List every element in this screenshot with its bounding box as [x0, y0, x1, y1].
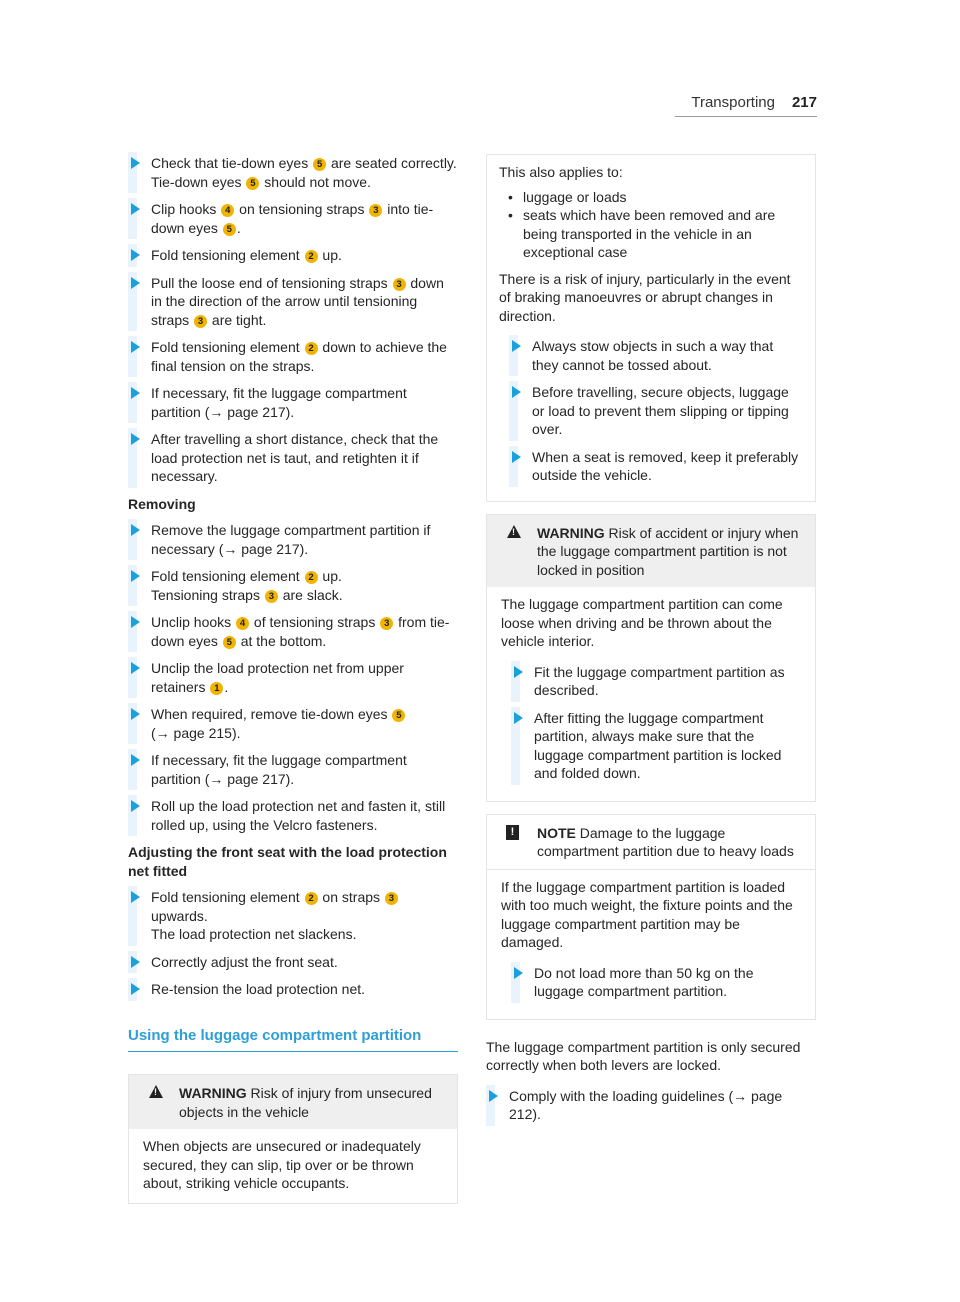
warning-label: WARNING — [179, 1085, 247, 1101]
step — [128, 246, 458, 265]
step — [486, 1087, 816, 1124]
warning-body — [129, 1129, 457, 1203]
callout-number: 5 — [313, 158, 326, 171]
step — [128, 659, 458, 696]
callout-number: 2 — [305, 571, 318, 584]
step-text-segment: Unclip the load protection net from upper retainers — [151, 660, 404, 695]
warning-header — [129, 1075, 457, 1129]
step — [509, 337, 803, 374]
list-item: • seats which have been removed and are being transported in the vehicle in an exceptional case — [499, 206, 803, 262]
step-text-segment: If necessary, fit the luggage compartment partition (→ page 217). — [151, 752, 407, 787]
step — [511, 663, 801, 700]
adjusting-steps — [128, 888, 458, 999]
callout-number: 5 — [246, 177, 259, 190]
callout-number: 3 — [194, 315, 207, 328]
step-text: When a seat is removed, keep it preferably outside the vehicle. — [532, 448, 799, 483]
step-arrow-icon — [131, 157, 140, 169]
warning-box-unsecured — [128, 1074, 458, 1204]
step — [128, 705, 458, 742]
note-label: NOTE — [537, 824, 576, 841]
warning-title: Risk of accident or injury when the luggage compartment partition is not locked in position — [537, 524, 799, 578]
step-text-segment: Fold tensioning element — [151, 889, 304, 905]
step-text — [151, 953, 458, 972]
warning-title: Risk of injury from unsecured objects in the vehicle — [179, 1085, 432, 1120]
step-text — [151, 567, 458, 604]
page-number: 217 — [791, 93, 817, 111]
step-arrow-icon — [131, 800, 140, 812]
callout-number: 2 — [305, 342, 318, 355]
step-text: Fit the luggage compartment partition as described. — [534, 663, 785, 698]
step-arrow-icon — [131, 433, 140, 445]
step — [128, 567, 458, 604]
step-text-segment: up. — [318, 568, 342, 584]
step-text: Always stow objects in such a way that they cannot be tossed about. — [532, 338, 774, 373]
step-text-segment: upwards. — [151, 907, 208, 924]
warning-text: When objects are unsecured or inadequately secured, they can slip, tip over or be thrown about, striking vehicle occupants. — [143, 1138, 421, 1191]
step-arrow-icon — [512, 451, 521, 463]
risk-text: There is a risk of injury, particularly in the event of braking manoeuvres or abrupt changes in direction. — [499, 270, 791, 324]
step-arrow-icon — [514, 712, 523, 724]
callout-number: 5 — [223, 223, 236, 236]
step-text-segment: down in the direction of the arrow until tensioning straps — [151, 274, 444, 328]
step-text — [151, 521, 458, 558]
warning-box-partition — [486, 514, 816, 802]
applies-to-list — [499, 188, 803, 262]
mounting-steps — [128, 154, 458, 486]
applies-to-text: This also applies to: — [499, 164, 623, 180]
step-text — [151, 659, 458, 696]
removing-steps — [128, 521, 458, 834]
callout-number: 5 — [223, 636, 236, 649]
step — [128, 274, 458, 330]
step-text-segment: from tie-down eyes — [151, 614, 450, 649]
callout-number: 2 — [305, 250, 318, 263]
step-text-segment: on straps — [318, 889, 384, 905]
step-text-segment: Correctly adjust the front seat. — [151, 953, 338, 970]
step-text-segment: Remove the luggage compartment partition if necessary (→ page 217). — [151, 522, 431, 557]
step-text: Before travelling, secure objects, luggage or load to prevent them slipping or tipping over. — [532, 384, 789, 437]
step-arrow-icon — [514, 967, 523, 979]
callout-number: 3 — [265, 590, 278, 603]
note-text: If the luggage compartment partition is loaded with too much weight, the fixture points and the luggage compartment partition may be damaged. — [501, 878, 793, 950]
step-text-segment: Re-tension the load protection net. — [151, 981, 366, 997]
step-arrow-icon — [514, 666, 523, 678]
callout-number: 3 — [380, 617, 393, 630]
step-arrow-icon — [131, 203, 140, 215]
step-text-segment: are slack. — [278, 586, 343, 603]
note-body — [487, 869, 815, 1019]
step — [128, 888, 458, 944]
step-arrow-icon — [131, 662, 140, 674]
step-text — [151, 430, 458, 486]
step — [128, 200, 458, 237]
step-text-segment: When required, remove tie-down eyes — [151, 706, 392, 722]
step-text — [151, 338, 458, 375]
step-arrow-icon — [131, 983, 140, 995]
callout-number: 3 — [393, 278, 406, 291]
step-text-segment: Tie-down eyes — [151, 173, 246, 190]
warning-triangle-icon — [149, 1085, 163, 1098]
step-text-segment: up. — [318, 247, 342, 263]
step-arrow-icon — [131, 891, 140, 903]
list-item: • luggage or loads — [499, 188, 803, 207]
warning-header — [487, 515, 815, 588]
step — [128, 430, 458, 486]
warning-body — [487, 587, 815, 801]
step-text-segment: should not move. — [260, 173, 371, 190]
step-text-segment: The load protection net slackens. — [151, 926, 357, 942]
step — [509, 383, 803, 439]
step-text-segment: . — [236, 219, 241, 236]
right-column — [486, 154, 816, 1124]
adjusting-heading: Adjusting the front seat with the load protection net fitted — [128, 844, 447, 879]
note-title: Damage to the luggage compartment partition due to heavy loads — [537, 824, 794, 859]
step-arrow-icon — [131, 249, 140, 261]
callout-number: 1 — [210, 682, 223, 695]
step — [511, 709, 801, 783]
step-text-segment: are seated correctly. — [327, 155, 457, 171]
step-text-segment: Fold tensioning element — [151, 247, 304, 263]
callout-number: 2 — [305, 892, 318, 905]
step-text-segment: If necessary, fit the luggage compartment partition (→ page 217). — [151, 385, 407, 420]
step-text-segment: Tensioning straps — [151, 586, 264, 603]
step — [128, 338, 458, 375]
step-arrow-icon — [131, 956, 140, 968]
step-text: Do not load more than 50 kg on the luggage compartment partition. — [534, 964, 754, 999]
step-arrow-icon — [131, 341, 140, 353]
page-header — [675, 94, 817, 117]
step — [128, 953, 458, 972]
step-text-segment: into tie-down eyes — [151, 201, 434, 236]
step-text — [151, 888, 458, 944]
step-text — [151, 613, 458, 650]
step-text — [151, 797, 458, 834]
removing-heading: Removing — [128, 495, 196, 512]
step — [511, 964, 801, 1001]
step-text-segment: (→ page 215). — [151, 724, 241, 741]
step-text — [151, 246, 458, 265]
step — [509, 448, 803, 485]
step-text-segment: of tensioning straps — [250, 614, 380, 630]
step-text — [151, 751, 458, 788]
step — [128, 521, 458, 558]
step-arrow-icon — [131, 277, 140, 289]
step-text-segment: . — [224, 678, 229, 695]
secured-text: The luggage compartment partition is only secured correctly when both levers are locked. — [486, 1038, 801, 1073]
callout-number: 3 — [385, 892, 398, 905]
step — [128, 154, 458, 191]
warning-continuation-box — [486, 154, 816, 502]
step-text — [151, 705, 458, 742]
step — [128, 797, 458, 834]
step-text — [151, 384, 458, 421]
step-arrow-icon — [131, 387, 140, 399]
step-text — [151, 200, 458, 237]
step — [128, 980, 458, 999]
callout-number: 4 — [236, 617, 249, 630]
step-text-segment: Check that tie-down eyes — [151, 155, 313, 171]
note-box — [486, 814, 816, 1020]
step-text: After fitting the luggage compartment partition, always make sure that the luggage compartment partition is locked and folded down. — [534, 709, 782, 781]
warning-triangle-icon — [507, 525, 521, 538]
warning-text: The luggage compartment partition can come loose when driving and be thrown about the vehicle interior. — [501, 596, 783, 649]
step-arrow-icon — [512, 340, 521, 352]
step-text-segment: Fold tensioning element — [151, 568, 304, 584]
step-arrow-icon — [512, 386, 521, 398]
callout-number: 3 — [369, 204, 382, 217]
step-text-segment: Clip hooks — [151, 201, 221, 217]
step-text: Comply with the loading guidelines (→ page 212). — [509, 1087, 783, 1122]
step-arrow-icon — [131, 754, 140, 766]
section-title: Using the luggage compartment partition — [128, 1027, 458, 1053]
step-arrow-icon — [131, 616, 140, 628]
step-text-segment: Pull the loose end of tensioning straps — [151, 274, 392, 291]
note-header — [487, 815, 815, 869]
step-text-segment: at the bottom. — [236, 632, 327, 649]
callout-number: 5 — [392, 709, 405, 722]
step-arrow-icon — [489, 1090, 498, 1102]
step — [128, 613, 458, 650]
exclamation-icon: ! — [506, 825, 519, 840]
step-text — [151, 274, 458, 330]
step — [128, 751, 458, 788]
step-text-segment: down to achieve the final tension on the straps. — [151, 339, 447, 374]
step-arrow-icon — [131, 570, 140, 582]
warning-label: WARNING — [537, 524, 605, 541]
step-text-segment: Unclip hooks — [151, 614, 236, 630]
callout-number: 4 — [221, 204, 234, 217]
step-text-segment: are tight. — [208, 311, 267, 328]
step-text-segment: Fold tensioning element — [151, 339, 304, 355]
step — [128, 384, 458, 421]
step-text — [151, 980, 458, 999]
step-text — [151, 154, 458, 191]
header-section-title: Transporting — [691, 93, 775, 111]
step-arrow-icon — [131, 708, 140, 720]
step-text-segment: on tensioning straps — [235, 201, 369, 217]
left-column — [128, 154, 458, 1204]
step-text-segment: Roll up the load protection net and fasten it, still rolled up, using the Velcro fasteners. — [151, 798, 446, 833]
step-text-segment: After travelling a short distance, check that the load protection net is taut, and retighten it if necessary. — [151, 431, 439, 484]
step-arrow-icon — [131, 524, 140, 536]
